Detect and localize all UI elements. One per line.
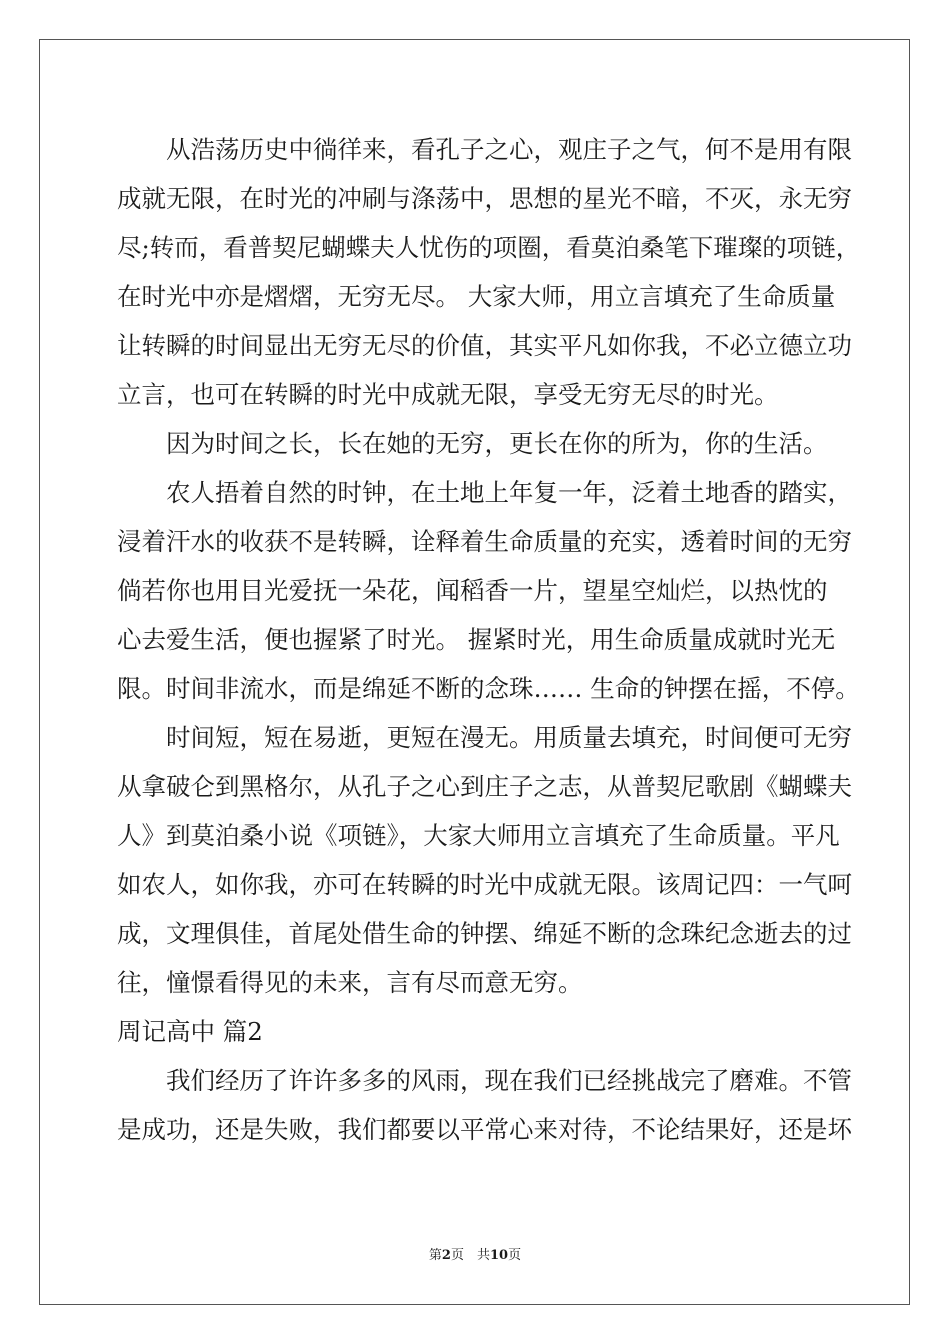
text-line: 农人捂着自然的时钟，在土地上年复一年，泛着土地香的踏实， (117, 478, 852, 507)
text-line: 是成功，还是失败，我们都要以平常心来对待，不论结果好，还是坏 (117, 1115, 852, 1144)
text-line: 心去爱生活，便也握紧了时光。 握紧时光，用生命质量成就时光无 (117, 625, 836, 654)
text-line: 限。时间非流水，而是绵延不断的念珠…… 生命的钟摆在摇，不停。 (117, 674, 860, 703)
text-line: 让转瞬的时间显出无穷无尽的价值，其实平凡如你我，不必立德立功 (117, 331, 852, 360)
text-line: 从拿破仑到黑格尔，从孔子之心到庄子之志，从普契尼歌剧《蝴蝶夫 (117, 772, 852, 801)
text-line: 从浩荡历史中徜徉来，看孔子之心，观庄子之气，何不是用有限 (117, 135, 852, 164)
text-line: 在时光中亦是熠熠，无穷无尽。 大家大师，用立言填充了生命质量 (117, 282, 836, 311)
text-line: 成就无限，在时光的冲刷与涤荡中，思想的星光不暗，不灭，永无穷 (117, 184, 852, 213)
text-line: 浸着汗水的收获不是转瞬，诠释着生命质量的充实，透着时间的无穷 (117, 527, 852, 556)
text-line: 尽;转而，看普契尼蝴蝶夫人忧伤的项圈，看莫泊桑笔下璀璨的项链， (117, 233, 861, 262)
text-line: 我们经历了许许多多的风雨，现在我们已经挑战完了磨难。不管 (117, 1066, 852, 1095)
footer-page-prefix: 第 (428, 1248, 442, 1263)
text-line: 往，憧憬看得见的未来，言有尽而意无穷。 (117, 968, 583, 997)
text-line: 人》到莫泊桑小说《项链》，大家大师用立言填充了生命质量。平凡 (117, 821, 840, 850)
text-line: 立言，也可在转瞬的时光中成就无限，享受无穷无尽的时光。 (117, 380, 779, 409)
footer-page-suffix: 页 (508, 1248, 522, 1263)
footer-page-current: 2 (441, 1248, 451, 1263)
text-line: 倘若你也用目光爱抚一朵花，闻稻香一片，望星空灿烂，以热忱的 (117, 576, 828, 605)
text-line: 成，文理俱佳，首尾处借生命的钟摆、绵延不断的念珠纪念逝去的过 (117, 919, 852, 948)
footer-page-mid: 页 共 (450, 1248, 490, 1263)
text-line: 时间短，短在易逝，更短在漫无。用质量去填充，时间便可无穷 (117, 723, 852, 752)
text-line: 因为时间之长，长在她的无穷，更长在你的所为，你的生活。 (117, 429, 828, 458)
section-heading: 周记高中 篇2 (117, 1017, 263, 1046)
text-line: 如农人，如你我，亦可在转瞬的时光中成就无限。该周记四：一气呵 (117, 870, 852, 899)
footer-page-total: 10 (489, 1248, 509, 1263)
page-footer (0, 1247, 950, 1265)
